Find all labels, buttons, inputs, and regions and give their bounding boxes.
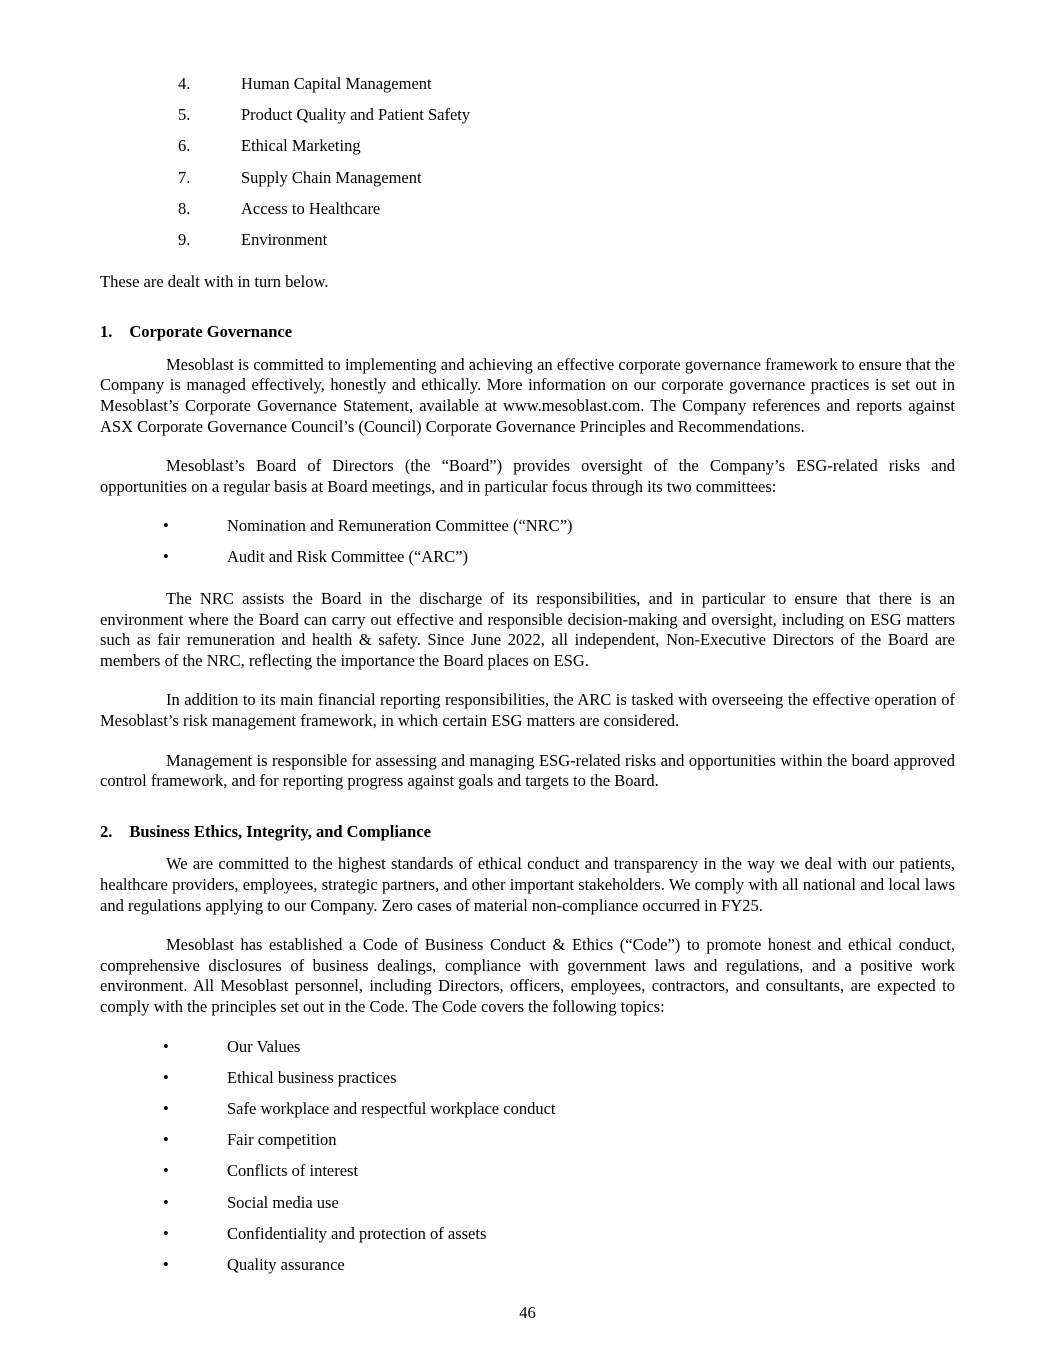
page-number: 46	[519, 1303, 536, 1322]
section-title: Corporate Governance	[129, 322, 293, 342]
bullet-text: Safe workplace and respectful workplace conduct	[227, 1098, 556, 1118]
topic-numbered-list	[100, 74, 955, 251]
list-number: 7.	[178, 167, 191, 187]
section-heading-corporate-governance	[100, 322, 955, 343]
list-number: 5.	[178, 105, 191, 125]
paragraph: Mesoblast has established a Code of Business Conduct & Ethics (“Code”) to promote honest and ethical conduct, comprehensive disclosures of business dealings, compliance with government laws and regulations, and a positive work environment. All Mesoblast personnel, including Directors, officers, employees, contractors, and consultants, are expected to comply with the principles set out in the Code. The Code covers the following topics:	[100, 935, 955, 1016]
list-text: Product Quality and Patient Safety	[241, 105, 471, 125]
bullet-icon	[163, 1161, 227, 1182]
bullet-item	[163, 547, 955, 568]
bullet-text: Conflicts of interest	[227, 1161, 359, 1181]
list-number: 6.	[178, 136, 191, 156]
code-topics-bullet-list	[100, 1037, 955, 1276]
bullet-icon	[163, 1193, 227, 1214]
bullet-text: Social media use	[227, 1192, 339, 1212]
bullet-icon	[163, 1130, 227, 1151]
bullet-text: Quality assurance	[227, 1254, 345, 1274]
list-item	[178, 136, 955, 157]
list-text: Environment	[241, 229, 328, 249]
section-number: 2.	[100, 821, 113, 841]
bullet-item	[163, 1193, 955, 1214]
section-number: 1.	[100, 322, 113, 342]
bullet-icon	[163, 1224, 227, 1245]
paragraph: The NRC assists the Board in the discharge of its responsibilities, and in particular to ensure that there is an environment where the Board can carry out effective and responsible decision-making and oversight, including on ESG matters such as fair remuneration and health & safety. Since June 2022, all independent, Non-Executive Directors of the Board are members of the NRC, reflecting the importance the Board places on ESG.	[100, 589, 955, 670]
paragraph: Mesoblast is committed to implementing and achieving an effective corporate governance framework to ensure that the Company is managed effectively, honestly and ethically. More information on our corporate governance practices is set out in Mesoblast’s Corporate Governance Statement, available at www.mesoblast.com. The Company references and reports against ASX Corporate Governance Council’s (Council) Corporate Governance Principles and Recommendations.	[100, 354, 955, 436]
bullet-icon	[163, 516, 227, 537]
list-item	[178, 168, 955, 189]
list-number: 4.	[178, 74, 191, 93]
bullet-icon	[163, 1068, 227, 1089]
paragraph: Management is responsible for assessing and managing ESG-related risks and opportunities within the board approved control framework, and for reporting progress against goals and targets to the Board.	[100, 750, 955, 791]
bullet-item	[163, 1099, 955, 1120]
list-text: Access to Healthcare	[241, 198, 381, 218]
committee-bullet-list	[100, 516, 955, 568]
bullet-text: Our Values	[227, 1036, 301, 1056]
bullet-icon	[163, 1255, 227, 1276]
bullet-icon	[163, 1099, 227, 1120]
list-text: Human Capital Management	[241, 74, 432, 93]
list-number: 8.	[178, 198, 191, 218]
list-item	[178, 105, 955, 126]
bullet-text: Audit and Risk Committee (“ARC”)	[227, 547, 469, 567]
bullet-icon	[163, 1037, 227, 1058]
bullet-text: Ethical business practices	[227, 1067, 397, 1087]
section-title: Business Ethics, Integrity, and Compliance	[129, 821, 431, 841]
bullet-text: Fair competition	[227, 1130, 337, 1150]
bullet-item	[163, 1255, 955, 1276]
bullet-item	[163, 1130, 955, 1151]
list-number: 9.	[178, 229, 191, 249]
bullet-text: Nomination and Remuneration Committee (“NRC”)	[227, 516, 573, 536]
list-item	[178, 230, 955, 251]
bullet-icon	[163, 547, 227, 568]
section-heading-business-ethics	[100, 822, 955, 843]
paragraph: In addition to its main financial reporting responsibilities, the ARC is tasked with overseeing the effective operation of Mesoblast’s risk management framework, in which certain ESG matters are considered.	[100, 690, 955, 731]
bullet-item	[163, 1224, 955, 1245]
list-item	[178, 74, 955, 95]
list-text: Ethical Marketing	[241, 136, 361, 156]
bullet-item	[163, 1161, 955, 1182]
bullet-item	[163, 1037, 955, 1058]
paragraph: We are committed to the highest standards of ethical conduct and transparency in the way we deal with our patients, healthcare providers, employees, strategic partners, and other important stakeholders. We comply with all national and local laws and regulations applying to our Company. Zero cases of material non-compliance occurred in FY25.	[100, 854, 955, 915]
list-item	[178, 199, 955, 220]
bullet-item	[163, 516, 955, 537]
bullet-text: Confidentiality and protection of assets	[227, 1223, 487, 1243]
intro-sentence: These are dealt with in turn below.	[100, 271, 329, 291]
paragraph: Mesoblast’s Board of Directors (the “Board”) provides oversight of the Company’s ESG-related risks and opportunities on a regular basis at Board meetings, and in particular focus through its two committees:	[100, 456, 955, 496]
list-text: Supply Chain Management	[241, 167, 422, 187]
bullet-item	[163, 1068, 955, 1089]
